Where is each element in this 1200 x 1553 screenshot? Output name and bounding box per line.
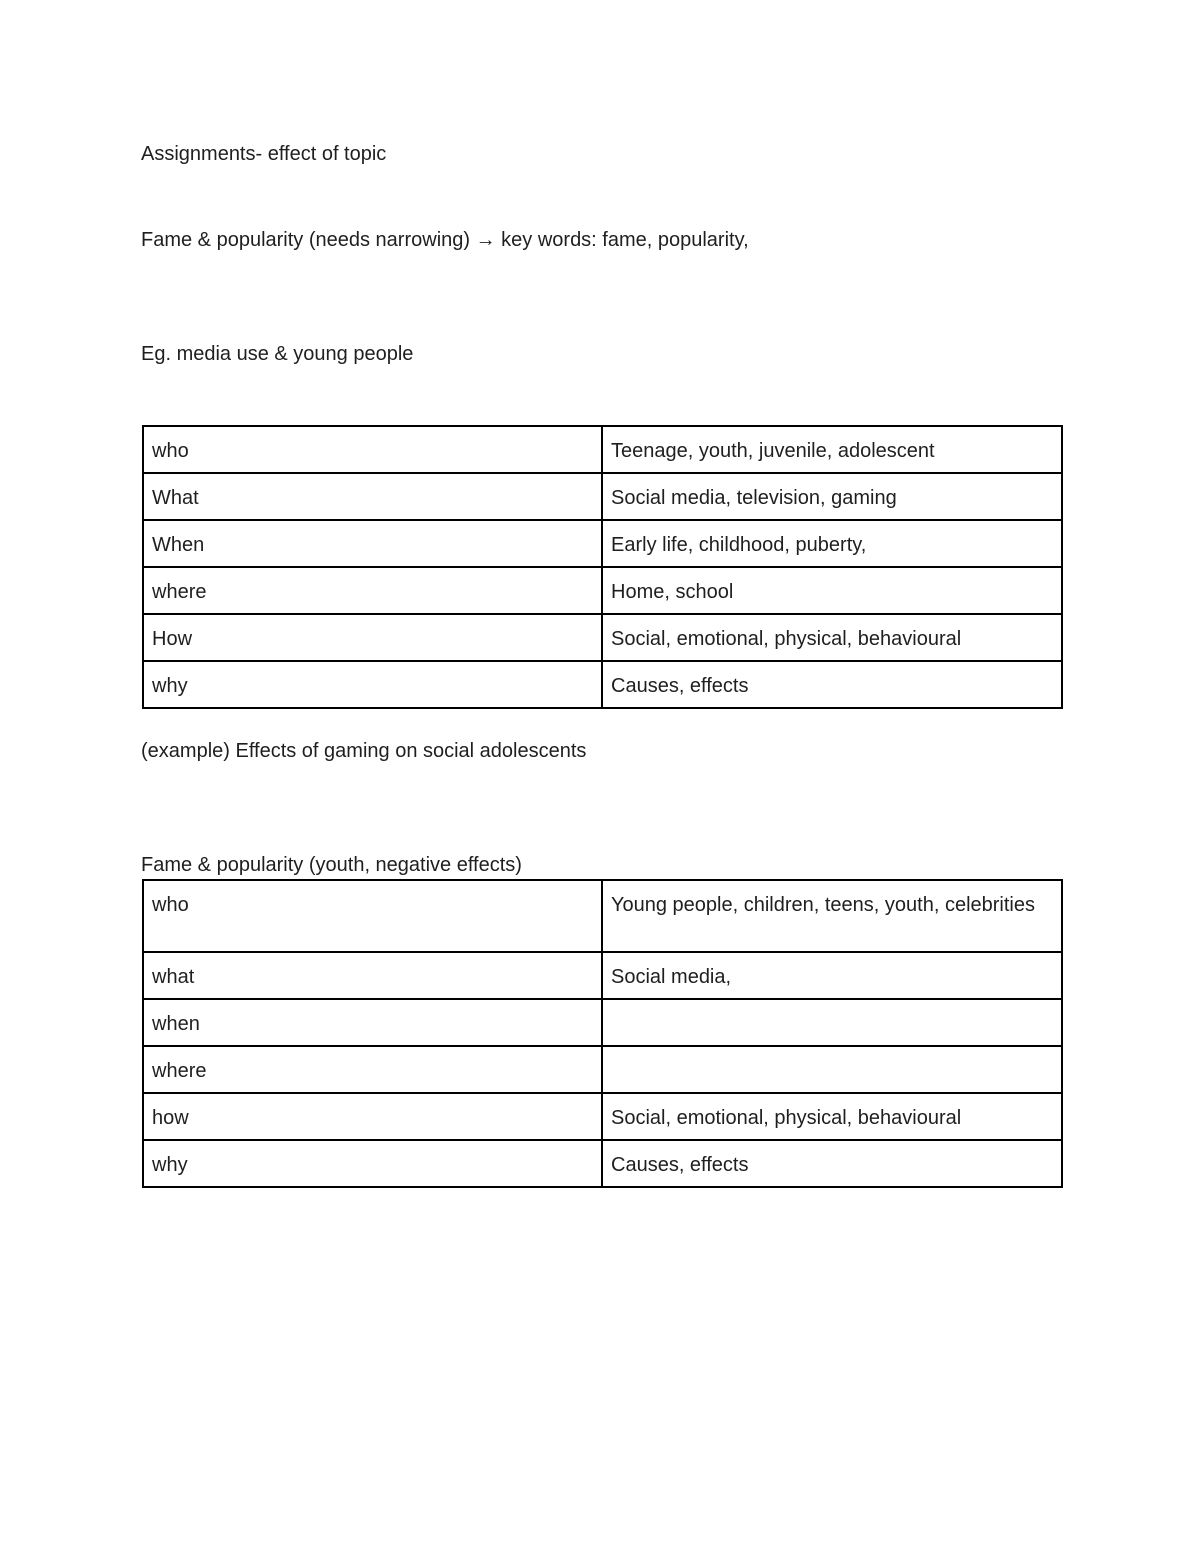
table-row xyxy=(143,661,1062,708)
row-value-cell: Home, school xyxy=(602,567,1062,614)
fame-keywords-line: Fame & popularity (needs narrowing) → key words: fame, popularity, xyxy=(141,229,749,251)
example-topic-line: (example) Effects of gaming on social adolescents xyxy=(141,740,587,762)
row-value-cell: Social media, xyxy=(602,952,1062,999)
row-label-cell: where xyxy=(143,567,602,614)
row-label-cell: How xyxy=(143,614,602,661)
row-label-cell: What xyxy=(143,473,602,520)
row-label-cell: why xyxy=(143,661,602,708)
row-label-cell: what xyxy=(143,952,602,999)
table-row xyxy=(143,614,1062,661)
row-value-cell: Early life, childhood, puberty, xyxy=(602,520,1062,567)
table-row xyxy=(143,520,1062,567)
table-row xyxy=(143,880,1062,952)
document-title: Assignments- effect of topic xyxy=(141,143,387,165)
row-value-cell xyxy=(602,1046,1062,1093)
table-row xyxy=(143,1140,1062,1187)
row-value-cell: Young people, children, teens, youth, celebrities xyxy=(602,880,1062,952)
table-row xyxy=(143,473,1062,520)
table-row xyxy=(143,567,1062,614)
row-label-cell: how xyxy=(143,1093,602,1140)
row-label-cell: When xyxy=(143,520,602,567)
row-value-cell: Social, emotional, physical, behavioural xyxy=(602,1093,1062,1140)
row-label-cell: who xyxy=(143,880,602,952)
fame-table-heading: Fame & popularity (youth, negative effects) xyxy=(141,854,522,876)
row-label-cell: why xyxy=(143,1140,602,1187)
row-label-cell: where xyxy=(143,1046,602,1093)
row-value-cell xyxy=(602,999,1062,1046)
media-use-table xyxy=(142,425,1063,709)
fame-popularity-table xyxy=(142,879,1063,1188)
table-row xyxy=(143,952,1062,999)
row-value-cell: Social media, television, gaming xyxy=(602,473,1062,520)
row-label-cell: who xyxy=(143,426,602,473)
table-row xyxy=(143,1046,1062,1093)
row-label-cell: when xyxy=(143,999,602,1046)
row-value-cell: Social, emotional, physical, behavioural xyxy=(602,614,1062,661)
row-value-cell: Teenage, youth, juvenile, adolescent xyxy=(602,426,1062,473)
table-row xyxy=(143,426,1062,473)
table-row xyxy=(143,999,1062,1046)
row-value-cell: Causes, effects xyxy=(602,1140,1062,1187)
row-value-cell: Causes, effects xyxy=(602,661,1062,708)
example-intro-line: Eg. media use & young people xyxy=(141,343,414,365)
table-row xyxy=(143,1093,1062,1140)
